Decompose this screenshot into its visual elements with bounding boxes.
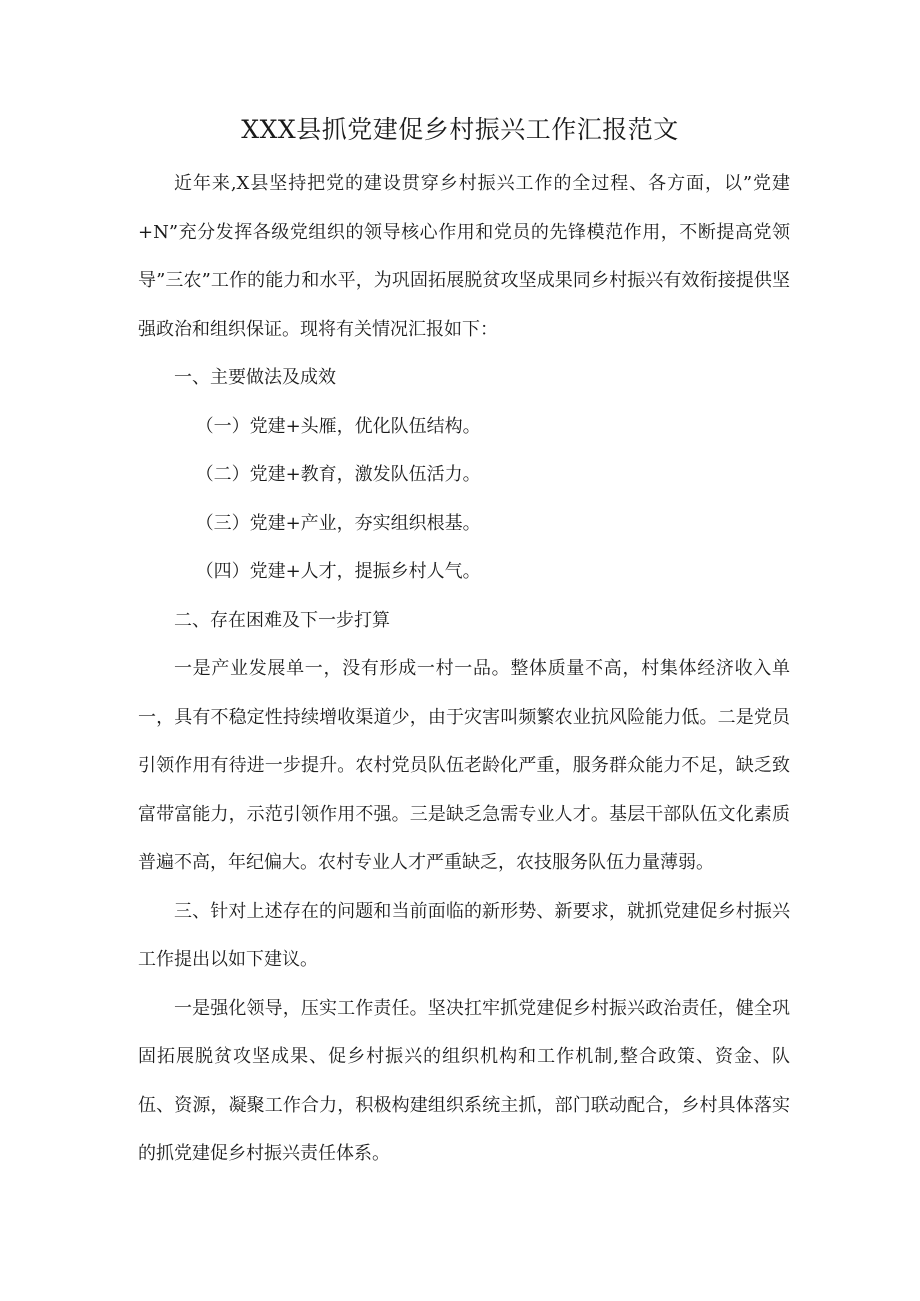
- section-2-paragraph: 一是产业发展单一，没有形成一村一品。整体质量不高，村集体经济收入单一，具有不稳定性持续增收渠道少，由于灾害叫频繁农业抗风险能力低。二是党员引领作用有待进一步提升。农村党员队伍老龄化严重，服务群众能力不足，缺乏致富带富能力，示范引领作用不强。三是缺乏急需专业人才。基层干部队伍文化素质普遍不高，年纪偏大。农村专业人才严重缺乏，农技服务队伍力量薄弱。: [138, 658, 790, 873]
- intro-paragraph: 近年来,X县坚持把党的建设贯穿乡村振兴工作的全过程、各方面，以”党建+N”充分发挥各级党组织的领导核心作用和党员的先锋模范作用，不断提高党领导”三农”工作的能力和水平，为巩固拓展脱贫攻坚成果同乡村振兴有效衔接提供坚强政治和组织保证。现将有关情况汇报如下：: [138, 173, 790, 340]
- section-2-heading: 二、存在困难及下一步打算: [174, 609, 390, 631]
- document-title: XXX县抓党建促乡村振兴工作汇报范文: [241, 115, 679, 144]
- list-item: （一）党建+头雁，优化队伍结构。: [195, 415, 481, 437]
- document-body: [138, 160, 790, 1179]
- section-3-paragraph: 一是强化领导，压实工作责任。坚决扛牢抓党建促乡村振兴政治责任，健全巩固拓展脱贫攻坚成果、促乡村振兴的组织机构和工作机制,整合政策、资金、队伍、资源，凝聚工作合力，积极构建组织系统主抓，部门联动配合，乡村具体落实的抓党建促乡村振兴责任体系。: [138, 997, 790, 1164]
- list-item: （二）党建+教育，激发队伍活力。: [195, 464, 481, 485]
- list-item: （三）党建+产业，夯实组织根基。: [195, 512, 481, 534]
- section-1-heading: 一、主要做法及成效: [174, 367, 336, 388]
- section-3-heading: 三、针对上述存在的问题和当前面临的新形势、新要求，就抓党建促乡村振兴工作提出以如下建议。: [138, 900, 790, 970]
- list-item: （四）党建+人才，提振乡村人气。: [195, 561, 481, 582]
